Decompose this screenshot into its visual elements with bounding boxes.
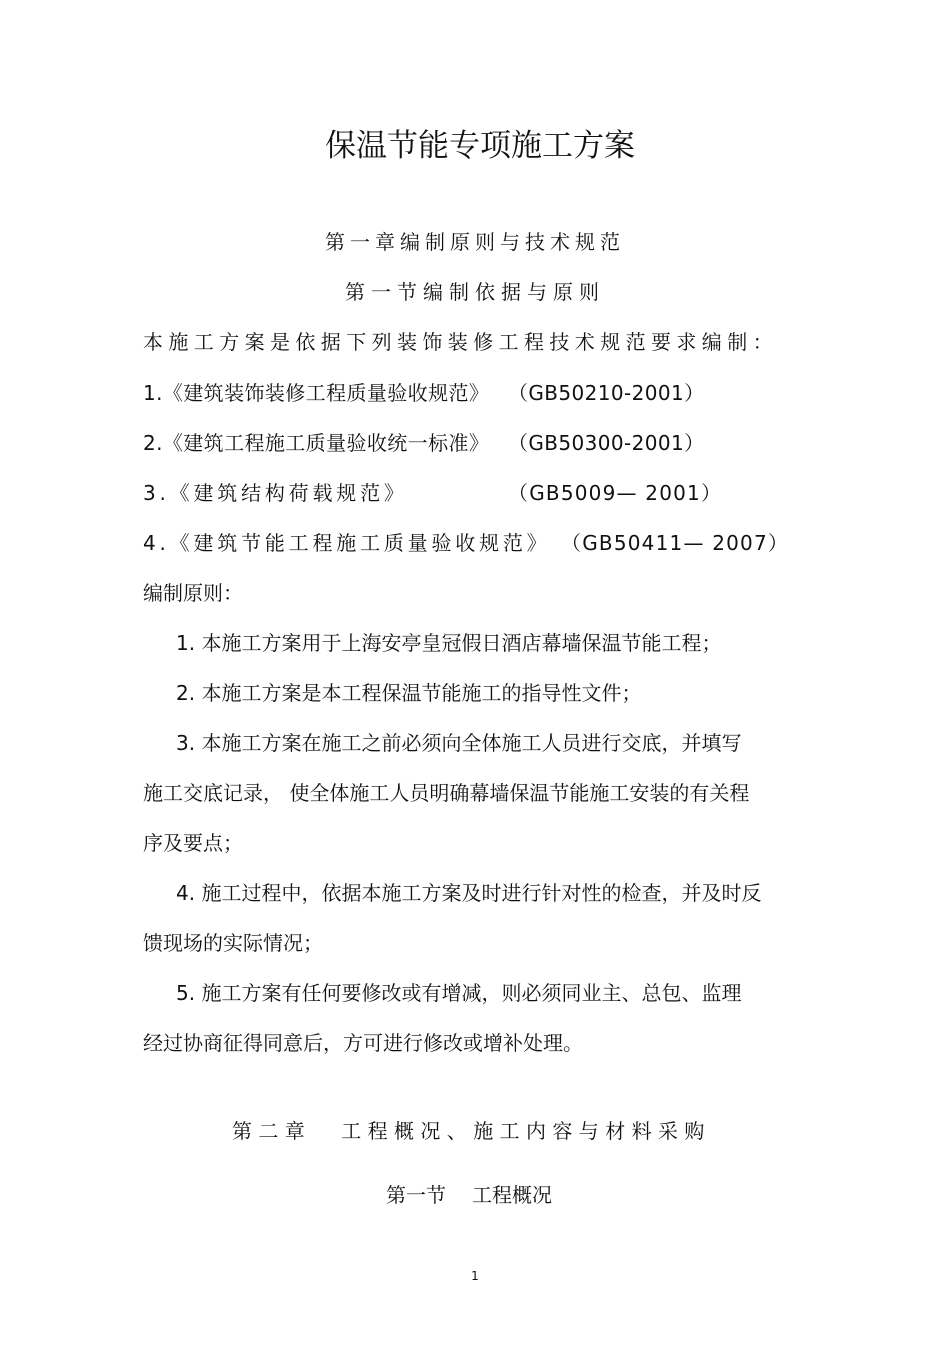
principle-line: 序及要点； [143, 831, 243, 855]
spec-item-4 [143, 530, 790, 556]
spec-item-3 [143, 480, 723, 506]
chapter-2-title: 工程概况、施工内容与材料采购 [341, 1119, 711, 1143]
principle-line: 3. 本施工方案在施工之前必须向全体施工人员进行交底，并填写 [176, 731, 742, 755]
spec-item-2 [143, 430, 705, 456]
principle-line: 经过协商征得同意后，方可进行修改或增补处理。 [143, 1031, 583, 1055]
spec-label: 3.《建筑结构荷载规范》 [143, 481, 408, 505]
spec-label: 2.《建筑工程施工质量验收统一标准》 [143, 431, 490, 455]
principle-line: 1. 本施工方案用于上海安亭皇冠假日酒店幕墙保温节能工程； [176, 631, 722, 655]
principle-line: 5. 施工方案有任何要修改或有增减，则必须同业主、总包、监理 [176, 981, 742, 1005]
section-number: 第一节 [386, 1183, 446, 1207]
spec-item-1 [143, 380, 705, 406]
section-1-heading: 第一节编制依据与原则 [345, 280, 605, 304]
chapter-1-heading: 第一章编制原则与技术规范 [325, 230, 625, 254]
spec-code: （GB5009— 2001） [508, 481, 723, 505]
chapter-2-heading [232, 1118, 711, 1144]
principle-line: 4. 施工过程中，依据本施工方案及时进行针对性的检查，并及时反 [176, 881, 762, 905]
principles-heading: 编制原则： [143, 581, 243, 605]
spec-code: （GB50210-2001） [508, 381, 705, 405]
spec-label: 1.《建筑装饰装修工程质量验收规范》 [143, 381, 490, 405]
spec-label: 4.《建筑节能工程施工质量验收规范》 [143, 531, 551, 555]
principle-line: 2. 本施工方案是本工程保温节能施工的指导性文件； [176, 681, 642, 705]
page-number: 1 [471, 1269, 479, 1283]
spec-code: （GB50300-2001） [508, 431, 705, 455]
principle-line: 施工交底记录， 使全体施工人员明确幕墙保温节能施工安装的有关程 [143, 781, 750, 805]
section-title: 工程概况 [472, 1183, 552, 1207]
chapter-2-number: 第二章 [232, 1119, 312, 1143]
document-title: 保温节能专项施工方案 [325, 128, 635, 164]
intro-paragraph: 本施工方案是依据下列装饰装修工程技术规范要求编制： [143, 330, 778, 354]
spec-code: （GB50411— 2007） [561, 531, 790, 555]
chapter-2-section-heading [386, 1182, 552, 1208]
principle-line: 馈现场的实际情况； [143, 931, 323, 955]
